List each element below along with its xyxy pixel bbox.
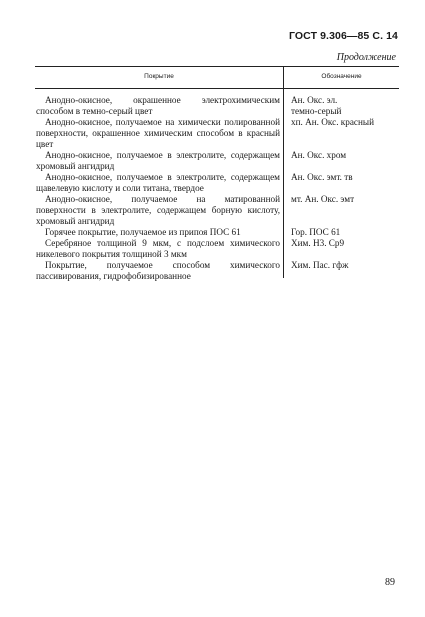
table-row [35,238,399,260]
table-row [35,150,399,172]
table-body [35,95,399,282]
table-header-divider [35,88,399,89]
coating-designation: Ан. Окс. хром [291,150,347,160]
coating-description: Анодно-окисное, окрашенное электрохимическим способом в темно-серый цвет [36,95,280,116]
table-row [35,227,399,238]
table-row [35,260,399,282]
standard-code: ГОСТ 9.306—85 С. 14 [288,30,398,42]
coating-designation: хп. Ан. Окс. красный [291,117,375,127]
coating-description: Анодно-окисное, получаемое в электролите, содержащем хромовый ангидрид [36,150,280,171]
coating-description: Анодно-окисное, получаемое на химически полированной поверхности, окрашенное химическим способом в красный цвет [36,117,280,149]
table-row [35,172,399,194]
coating-designation: мт. Ан. Окс. эмт [291,194,355,204]
coating-description: Анодно-окисное, получаемое на матированной поверхности в электролите, содержащем борную кислоту, хромовый ангидрид [36,194,280,226]
coatings-table [35,66,399,281]
coating-designation: Гор. ПОС 61 [291,227,341,237]
coating-designation: Хим. Н3. Ср9 [291,238,345,248]
table-top-border [35,66,399,67]
coating-description: Горячее покрытие, получаемое из припоя ПОС 61 [45,227,241,237]
table-row [35,95,399,117]
column-header-designation: Обозначение [321,73,362,80]
coating-description: Серебряное толщиной 9 мкм, с подслоем химического никелевого покрытия толщиной 3 мкм [36,238,280,259]
table-row [35,117,399,150]
column-header-coating: Покрытие [144,73,174,80]
coating-designation: Хим. Пас. гфж [291,260,349,270]
continuation-label: Продолжение [336,52,396,63]
coating-designation: Ан. Окс. эмт. тв [291,172,353,182]
page-number: 89 [385,577,395,588]
coating-description: Покрытие, получаемое способом химического пассивирования, гидрофобизированное [36,260,280,281]
coating-description: Анодно-окисное, получаемое в электролите, содержащем щавелевую кислоту и соли титана, твердое [36,172,280,193]
table-row [35,194,399,227]
coating-designation: Ан. Окс. эл. темно-серый [291,95,342,116]
